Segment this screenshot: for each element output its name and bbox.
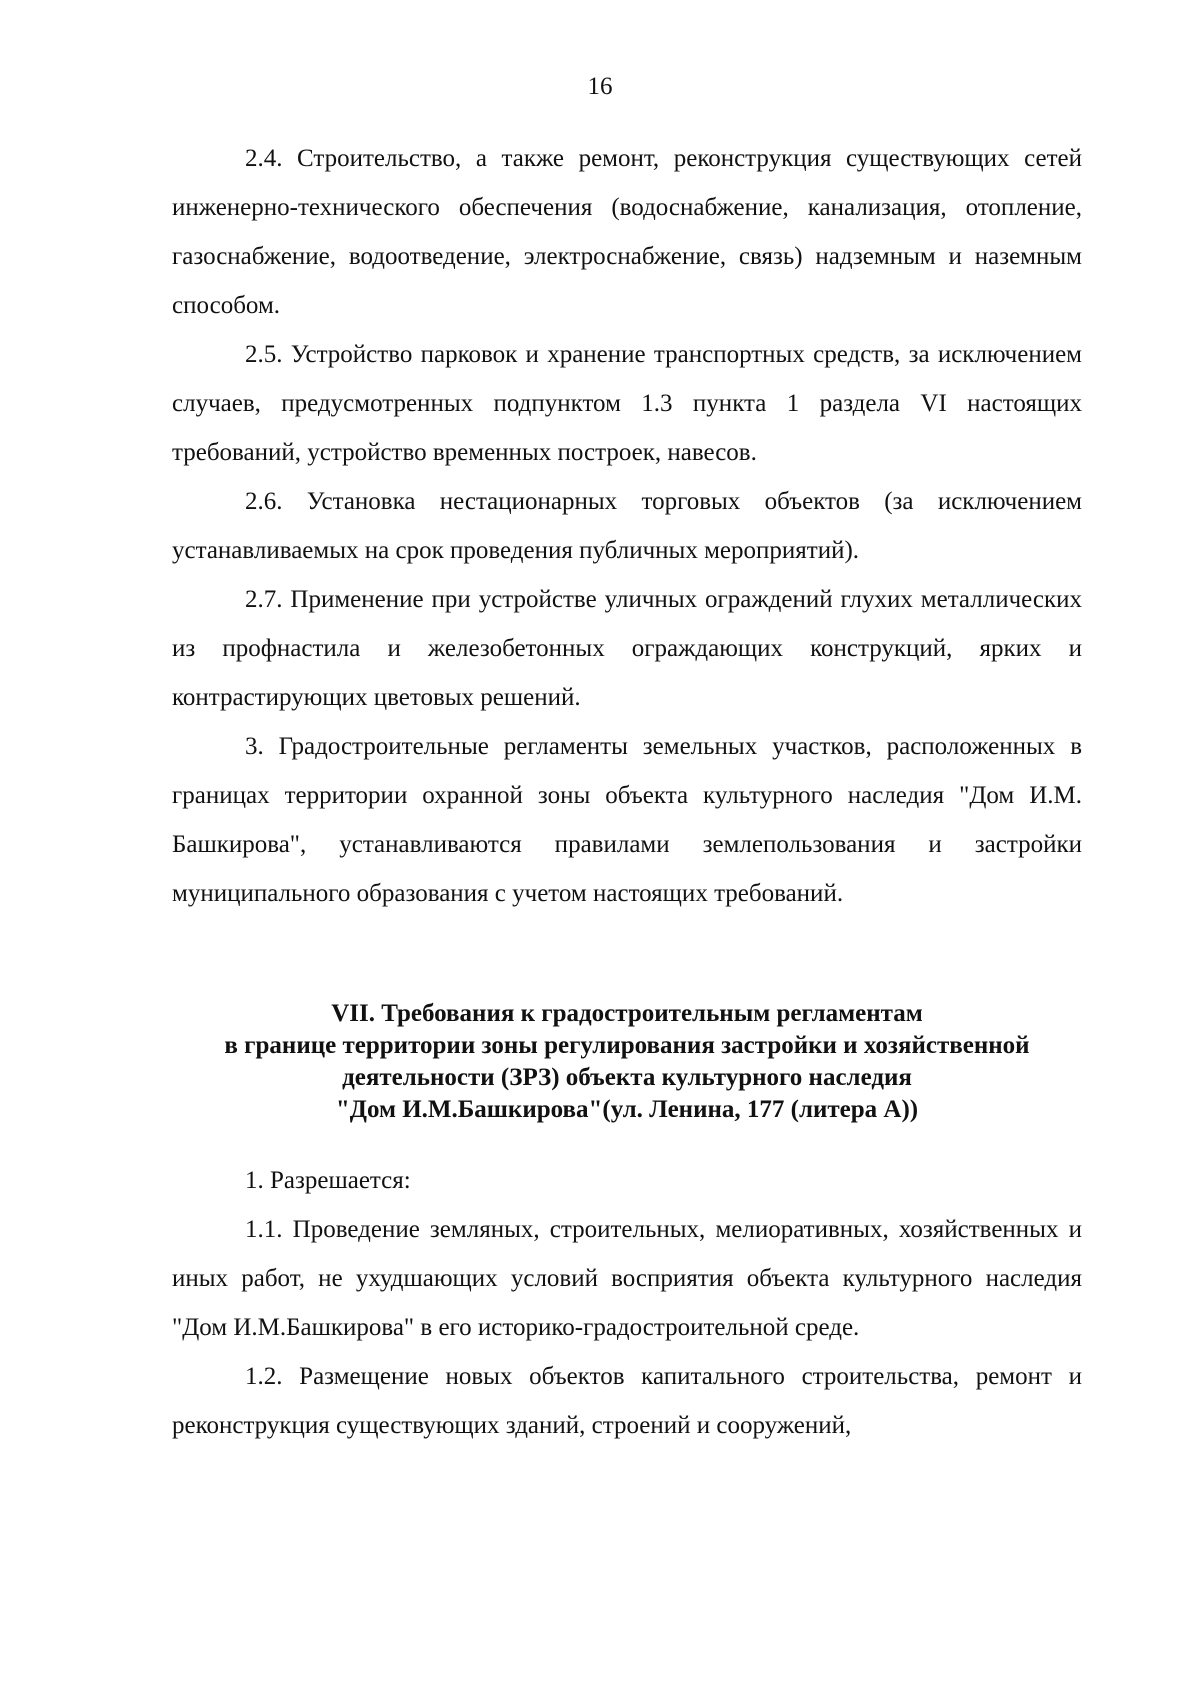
- paragraph-1: 1. Разрешается:: [245, 1167, 411, 1194]
- paragraph-2-5: 2.5. Устройство парковок и хранение транспортных средств, за исключением случаев, предусмотренных подпунктом 1.3 пункта 1 раздела VI настоящих требований, устройство временных построек, навесов.: [172, 341, 1082, 466]
- paragraph-2-7: 2.7. Применение при устройстве уличных ограждений глухих металлических из профнастила и железобетонных ограждающих конструкций, ярких и контрастирующих цветовых решений.: [172, 586, 1082, 711]
- paragraph-2-6: 2.6. Установка нестационарных торговых объектов (за исключением устанавливаемых на срок проведения публичных мероприятий).: [172, 488, 1082, 564]
- paragraph-2-4: 2.4. Строительство, а также ремонт, реконструкция существующих сетей инженерно-технического обеспечения (водоснабжение, канализация, отопление, газоснабжение, водоотведение, электроснабжение, связь) надземным и наземным способом.: [172, 145, 1082, 319]
- paragraph-1-2: 1.2. Размещение новых объектов капитального строительства, ремонт и реконструкция существующих зданий, строений и сооружений,: [172, 1363, 1082, 1439]
- section-body: [172, 1156, 1082, 1450]
- section-title-line-3: деятельности (ЗРЗ) объекта культурного наследия: [342, 1064, 912, 1091]
- section-title-line-4: "Дом И.М.Башкирова"(ул. Ленина, 177 (литера А)): [335, 1096, 919, 1123]
- section-title-line-1: VII. Требования к градостроительным регламентам: [331, 1000, 923, 1027]
- paragraph-3: 3. Градостроительные регламенты земельных участков, расположенных в границах территории охранной зоны объекта культурного наследия "Дом И.М. Башкирова", устанавливаются правилами землепользования и застройки муниципального образования с учетом настоящих требований.: [172, 733, 1082, 907]
- section-title: [172, 998, 1082, 1126]
- paragraph-1-1: 1.1. Проведение земляных, строительных, мелиоративных, хозяйственных и иных работ, не ухудшающих условий восприятия объекта культурного наследия "Дом И.М.Башкирова" в его историко-градостроительной среде.: [172, 1216, 1082, 1341]
- document-body: [172, 134, 1082, 1450]
- section-title-line-2: в границе территории зоны регулирования застройки и хозяйственной: [224, 1032, 1030, 1059]
- page-number: 16: [587, 73, 613, 100]
